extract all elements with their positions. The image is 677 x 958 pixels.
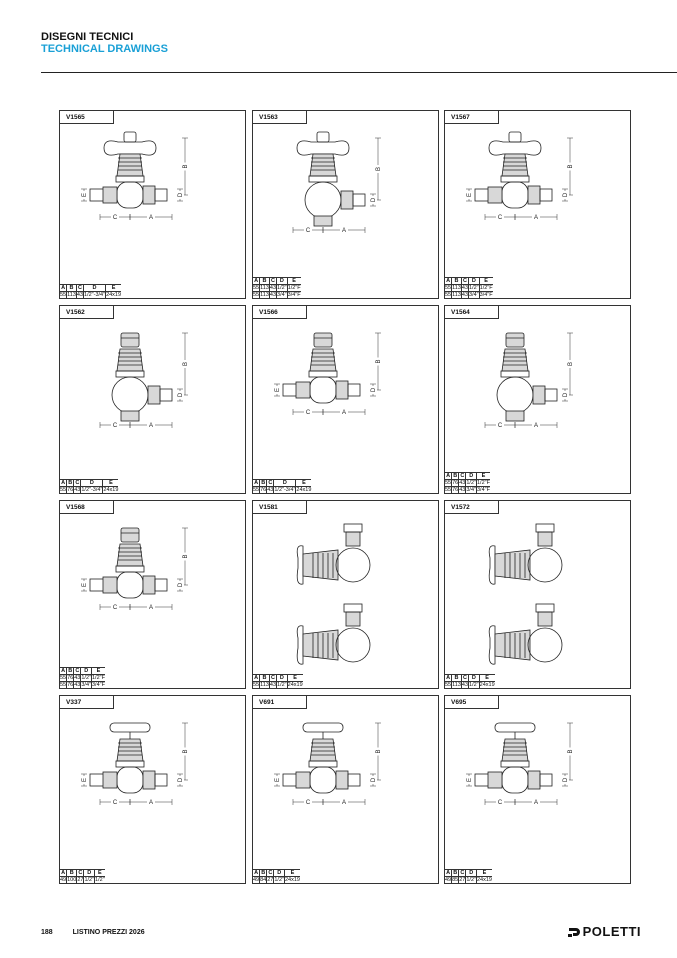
technical-drawing <box>60 514 245 666</box>
table-cell: 76 <box>452 480 459 486</box>
table-header-cell: B <box>261 870 266 876</box>
svg-text:A: A <box>533 423 539 429</box>
svg-text:D: D <box>371 777 377 783</box>
drawing-card <box>444 305 631 494</box>
brand-logo <box>567 924 641 939</box>
table-cell: 55 <box>60 292 67 298</box>
table-cell: 113 <box>260 292 269 298</box>
technical-drawing <box>445 124 630 276</box>
table-cell: 76 <box>67 682 74 688</box>
table-header-cell: B <box>452 675 462 682</box>
table-row <box>445 285 493 292</box>
product-code: V1572 <box>445 501 499 514</box>
table-header-cell: A <box>446 870 451 876</box>
title-english: TECHNICAL DRAWINGS <box>41 43 168 55</box>
table-cell: 24x19 <box>287 682 303 688</box>
table-header-cell: B <box>67 870 77 877</box>
svg-text:D: D <box>178 582 184 588</box>
dimension-table <box>253 869 300 883</box>
technical-drawing <box>445 709 630 868</box>
svg-text:E: E <box>467 777 473 783</box>
table-header-cell: A <box>446 473 451 479</box>
table-cell: 113 <box>67 292 76 298</box>
table-cell: 3/4"F <box>479 292 493 298</box>
svg-text:A: A <box>148 423 154 429</box>
svg-text:D: D <box>563 777 569 783</box>
table-cell: 1/2" <box>466 877 476 883</box>
technical-drawing <box>445 319 630 471</box>
table-cell: 55 <box>445 487 452 493</box>
table-row <box>60 877 105 884</box>
table-cell: 24x19 <box>479 682 495 688</box>
product-code: V1565 <box>60 111 114 124</box>
table-cell: 3/4" <box>81 682 91 688</box>
table-cell: 43 <box>76 292 84 298</box>
svg-text:B: B <box>183 554 189 559</box>
table-cell: 55 <box>253 292 260 298</box>
table-cell: 3/4"F <box>476 487 490 493</box>
table-header-cell: A <box>254 480 259 486</box>
table-header-cell: C <box>75 668 80 674</box>
table-cell: 1/2" <box>469 285 479 291</box>
svg-text:C: C <box>305 410 311 416</box>
table-header-cell: C <box>75 480 80 486</box>
svg-text:D: D <box>371 197 377 203</box>
table-row <box>253 292 301 299</box>
table-header-cell: E <box>479 675 495 682</box>
svg-text:B: B <box>376 359 382 364</box>
table-cell: 3/4" <box>277 292 287 298</box>
table-cell: 113 <box>452 285 461 291</box>
dimension-table <box>253 479 311 493</box>
brand-mark-icon <box>567 926 580 938</box>
product-code: V1566 <box>253 306 307 319</box>
svg-text:C: C <box>112 800 118 806</box>
table-cell: 55 <box>253 285 260 291</box>
table-header-cell: C <box>460 870 465 876</box>
product-code: V1568 <box>60 501 114 514</box>
table-header-cell: D <box>469 675 480 682</box>
table-cell: 43 <box>269 285 277 291</box>
drawing-card <box>444 695 631 884</box>
product-code: V337 <box>60 696 114 709</box>
product-code: V1562 <box>60 306 114 319</box>
table-header-cell: A <box>254 870 259 876</box>
table-header-cell: D <box>466 870 477 877</box>
table-header-cell: E <box>91 668 104 675</box>
table-cell: 1/2"-3/4" <box>274 487 296 493</box>
technical-drawing <box>60 319 245 478</box>
table-header-cell: B <box>261 480 266 486</box>
table-cell: 1/2" <box>274 877 284 883</box>
table-cell: 76 <box>260 487 267 493</box>
table-header-cell: D <box>84 285 106 292</box>
dimension-table <box>445 277 493 298</box>
svg-text:C: C <box>497 215 503 221</box>
table-header-cell: C <box>270 278 275 284</box>
drawing-card <box>59 305 246 494</box>
brand-name: POLETTI <box>582 924 641 939</box>
dimension-table <box>445 869 492 883</box>
table-cell: 113 <box>452 682 461 688</box>
table-header-cell: B <box>260 675 270 682</box>
table-header-cell: C <box>78 870 83 876</box>
table-cell: 27 <box>459 877 466 883</box>
table-header-cell: E <box>287 278 300 285</box>
product-code: V1563 <box>253 111 307 124</box>
product-code: V1564 <box>445 306 499 319</box>
svg-text:C: C <box>112 215 118 221</box>
drawing-card <box>59 695 246 884</box>
table-header-cell: D <box>277 278 288 285</box>
table-header-cell: D <box>469 278 480 285</box>
table-cell: 55 <box>253 487 260 493</box>
table-cell: 43 <box>459 487 466 493</box>
table-cell: 1/2" <box>466 480 476 486</box>
svg-text:A: A <box>533 215 539 221</box>
table-header-cell: B <box>68 668 73 674</box>
table-cell: 76 <box>67 675 74 681</box>
table-header-cell: D <box>84 870 95 877</box>
table-header-cell: C <box>268 480 273 486</box>
svg-text:A: A <box>148 605 154 611</box>
technical-drawing <box>445 514 630 673</box>
table-header-cell: D <box>81 668 92 675</box>
table-row <box>60 292 121 299</box>
svg-text:D: D <box>178 777 184 783</box>
drawing-card <box>444 500 631 689</box>
table-cell: 43 <box>461 292 469 298</box>
table-header-cell: E <box>479 278 492 285</box>
svg-text:E: E <box>82 192 88 198</box>
svg-text:A: A <box>341 228 347 234</box>
table-cell: 3/4" <box>466 487 476 493</box>
table-cell: 43 <box>269 292 277 298</box>
svg-text:A: A <box>533 800 539 806</box>
table-header-cell: E <box>296 480 312 487</box>
table-cell: 49 <box>253 877 260 883</box>
header-rule <box>41 72 677 73</box>
product-code: V1567 <box>445 111 499 124</box>
table-row <box>60 675 105 682</box>
table-header-cell: D <box>277 675 288 682</box>
table-row <box>253 877 300 884</box>
svg-text:B: B <box>568 164 574 169</box>
svg-text:A: A <box>341 410 347 416</box>
table-cell: 3/4"F <box>91 682 105 688</box>
table-header-cell: D <box>81 480 103 487</box>
svg-text:D: D <box>178 192 184 198</box>
svg-text:E: E <box>82 582 88 588</box>
table-row <box>60 487 118 494</box>
table-cell: 24x19 <box>106 292 122 298</box>
product-code: V691 <box>253 696 307 709</box>
table-header-cell: B <box>67 285 77 292</box>
table-header-cell: B <box>452 278 462 285</box>
svg-text:D: D <box>371 387 377 393</box>
technical-drawing <box>60 124 245 283</box>
svg-text:D: D <box>563 392 569 398</box>
table-cell: 84 <box>260 877 267 883</box>
technical-drawing <box>253 124 438 276</box>
svg-text:E: E <box>275 387 281 393</box>
table-row <box>445 682 495 689</box>
table-header-cell: C <box>462 278 467 284</box>
table-header-cell: B <box>68 480 73 486</box>
drawing-card <box>252 500 439 689</box>
table-cell: 24x19 <box>476 877 492 883</box>
dimension-table <box>253 277 301 298</box>
table-cell: 3/4" <box>469 292 479 298</box>
product-code: V695 <box>445 696 499 709</box>
svg-text:C: C <box>112 605 118 611</box>
table-cell: 27 <box>77 877 84 883</box>
page-footer <box>41 929 145 936</box>
table-cell: 113 <box>260 682 269 688</box>
table-cell: 1/2" <box>95 877 105 883</box>
svg-text:B: B <box>376 166 382 172</box>
title-italian: DISEGNI TECNICI <box>41 31 134 43</box>
table-cell: 55 <box>445 480 452 486</box>
table-cell: 43 <box>267 487 274 493</box>
table-cell: 55 <box>60 682 67 688</box>
table-header-cell: D <box>274 870 285 877</box>
technical-drawing <box>253 514 438 673</box>
svg-text:B: B <box>568 361 574 367</box>
table-header-cell: D <box>274 480 296 487</box>
table-cell: 1/2"-3/4" <box>84 292 106 298</box>
table-row <box>253 285 301 292</box>
page-number: 188 <box>41 929 53 936</box>
dimension-table <box>445 674 495 688</box>
table-header-cell: C <box>268 870 273 876</box>
table-cell: 85 <box>452 877 459 883</box>
table-header-cell: E <box>95 870 105 877</box>
table-cell: 1/2" <box>84 877 95 883</box>
table-header-cell: B <box>260 278 270 285</box>
dimension-table <box>445 472 490 493</box>
technical-drawing <box>253 319 438 478</box>
table-header-cell: C <box>77 285 82 291</box>
table-cell: 24x19 <box>296 487 312 493</box>
technical-drawing <box>60 709 245 868</box>
table-cell: 24x19 <box>284 877 300 883</box>
table-cell: 43 <box>269 682 277 688</box>
table-cell: 49 <box>60 877 67 883</box>
table-cell: 1/2"F <box>287 285 301 291</box>
table-cell: 76 <box>67 487 74 493</box>
table-cell: 1/2"-3/4" <box>81 487 103 493</box>
svg-text:A: A <box>341 800 347 806</box>
table-cell: 49 <box>445 877 452 883</box>
dimension-table <box>60 479 118 493</box>
table-header-cell: C <box>462 675 467 681</box>
svg-text:C: C <box>497 423 503 429</box>
table-header-cell: C <box>460 473 465 479</box>
svg-text:A: A <box>148 215 154 221</box>
table-cell: 1/2"F <box>479 285 493 291</box>
table-header-cell: E <box>106 285 122 292</box>
table-cell: 43 <box>461 285 469 291</box>
drawing-card <box>444 110 631 299</box>
dimension-table <box>253 674 303 688</box>
dimension-table <box>60 667 105 688</box>
table-cell: 43 <box>459 480 466 486</box>
table-cell: 55 <box>60 487 67 493</box>
table-cell: 113 <box>452 292 461 298</box>
drawing-card <box>59 500 246 689</box>
table-cell: 1/2"F <box>91 675 105 681</box>
table-cell: 55 <box>445 292 452 298</box>
svg-text:B: B <box>376 749 382 754</box>
svg-text:C: C <box>305 800 311 806</box>
table-cell: 43 <box>74 675 81 681</box>
table-header-cell: A <box>61 285 66 291</box>
table-cell: 55 <box>445 285 452 291</box>
table-cell: 1/2" <box>469 682 479 688</box>
drawing-card <box>59 110 246 299</box>
table-cell: 43 <box>74 682 81 688</box>
table-header-cell: E <box>284 870 300 877</box>
svg-text:C: C <box>305 228 311 234</box>
table-header-cell: A <box>61 870 66 876</box>
svg-text:E: E <box>467 192 473 198</box>
table-cell: 24x19 <box>103 487 119 493</box>
table-cell: 1/2" <box>277 682 287 688</box>
table-header-cell: A <box>446 278 451 284</box>
svg-text:B: B <box>568 749 574 754</box>
svg-text:B: B <box>183 749 189 754</box>
table-header-cell: C <box>270 675 275 681</box>
technical-drawing <box>253 709 438 868</box>
drawing-card <box>252 695 439 884</box>
table-header-cell: E <box>476 473 489 480</box>
table-header-cell: A <box>61 668 66 674</box>
table-header-cell: D <box>466 473 477 480</box>
table-cell: 113 <box>260 285 269 291</box>
table-header-cell: E <box>476 870 492 877</box>
table-row <box>445 292 493 299</box>
svg-text:C: C <box>497 800 503 806</box>
table-header-cell: A <box>61 480 66 486</box>
table-cell: 43 <box>74 487 81 493</box>
svg-text:D: D <box>563 192 569 198</box>
table-row <box>253 682 303 689</box>
drawing-card <box>252 305 439 494</box>
table-cell: 55 <box>60 675 67 681</box>
table-cell: 76 <box>452 487 459 493</box>
table-cell: 55 <box>445 682 452 688</box>
table-header-cell: E <box>103 480 119 487</box>
drawing-card <box>252 110 439 299</box>
svg-text:B: B <box>183 164 189 169</box>
table-cell: 27 <box>267 877 274 883</box>
svg-text:D: D <box>178 392 184 398</box>
dimension-table <box>60 284 121 298</box>
table-cell: 43 <box>461 682 469 688</box>
table-cell: 1/2"F <box>476 480 490 486</box>
table-header-cell: B <box>453 473 458 479</box>
table-row <box>253 487 311 494</box>
table-header-cell: A <box>254 675 259 681</box>
table-row <box>445 487 490 494</box>
table-row <box>60 682 105 689</box>
svg-text:A: A <box>148 800 154 806</box>
table-row <box>445 480 490 487</box>
table-header-cell: B <box>453 870 458 876</box>
table-header-cell: A <box>446 675 451 681</box>
table-header-cell: A <box>254 278 259 284</box>
product-code: V1581 <box>253 501 307 514</box>
table-header-cell: E <box>287 675 303 682</box>
table-cell: 1/2" <box>277 285 287 291</box>
catalog-name: LISTINO PREZZI 2026 <box>72 929 145 936</box>
svg-text:E: E <box>275 777 281 783</box>
table-cell: 55 <box>253 682 260 688</box>
table-row <box>445 877 492 884</box>
table-cell: 3/4"F <box>287 292 301 298</box>
table-cell: 100 <box>67 877 77 883</box>
svg-text:C: C <box>112 423 118 429</box>
page-header <box>41 31 168 55</box>
table-cell: 1/2" <box>81 675 91 681</box>
svg-text:E: E <box>82 777 88 783</box>
svg-text:B: B <box>183 361 189 367</box>
dimension-table <box>60 869 105 883</box>
